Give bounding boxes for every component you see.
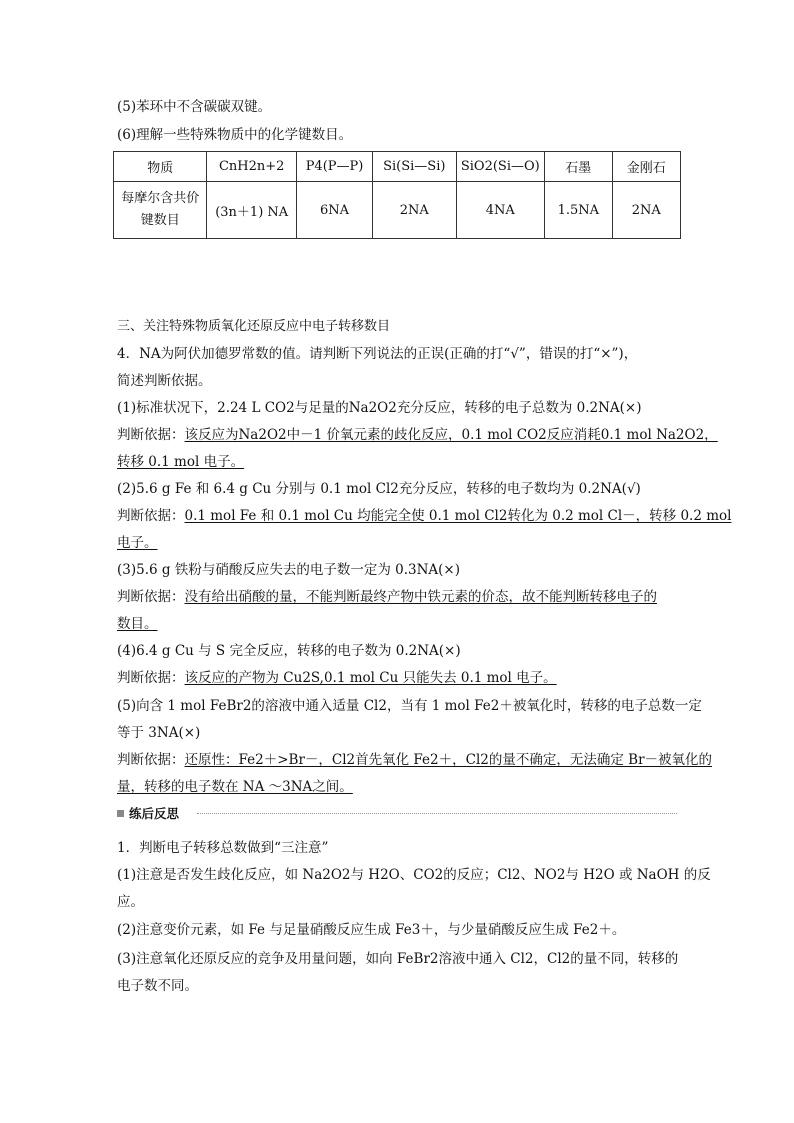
basis-1-cont: 转移 0.1 mol 电子。	[117, 454, 245, 470]
item-benzene: (5)苯环中不含碳碳双键。	[117, 99, 272, 115]
table-header: SiO2(Si—O)	[456, 152, 545, 182]
basis-text: 没有给出硝酸的量，不能判断最终产物中铁元素的价态，故不能判断转移电子的	[184, 589, 657, 605]
basis-4	[117, 666, 557, 686]
table-cell: 1.5NA	[545, 182, 612, 239]
table-header: CnH2n+2	[207, 152, 297, 182]
question-4-line1: 4．NA为阿伏加德罗常数的值。请判断下列说法的正误(正确的打“√”，错误的打“×”)，	[117, 346, 638, 362]
reflection-point-3: (2)注意变价元素，如 Fe 与足量硝酸反应生成 Fe3＋，与少量硝酸反应生成 Fe2＋。	[117, 922, 626, 938]
section-title: 三、关注特殊物质氧化还原反应中电子转移数目	[117, 319, 391, 334]
question-4-line2: 简述判断依据。	[117, 373, 212, 389]
basis-3	[117, 585, 657, 605]
table-cell: 2NA	[373, 182, 457, 239]
reflection-point-1: 1．判断电子转移总数做到“三注意”	[117, 840, 329, 856]
basis-label: 判断依据：	[117, 589, 185, 605]
reflection-point-4: (3)注意氧化还原反应的竞争及用量问题，如向 FeBr2溶液中通入 Cl2，Cl2的量不同，转移的	[117, 951, 679, 967]
reflection-point-2: (1)注意是否发生歧化反应，如 Na2O2与 H2O、CO2的反应；Cl2、NO2与 H2O 或 NaOH 的反	[117, 867, 711, 883]
table-header: 金刚石	[612, 152, 681, 182]
bond-count-table	[113, 151, 681, 239]
statement-5: (5)向含 1 mol FeBr2的溶液中通入适量 Cl2，当有 1 mol Fe2＋被氧化时，转移的电子总数一定	[117, 698, 702, 714]
reflection-point-4-cont: 电子数不同。	[117, 978, 198, 994]
basis-3-cont: 数目。	[117, 616, 158, 632]
table-cell: 2NA	[612, 182, 681, 239]
basis-text: 还原性：Fe2＋>Br－，Cl2首先氧化 Fe2＋，Cl2的量不确定，无法确定 Br－被氧化的	[184, 752, 713, 768]
table-row-label: 每摩尔含共价键数目	[114, 182, 207, 239]
table-header: Si(Si—Si)	[373, 152, 457, 182]
statement-4: (4)6.4 g Cu 与 S 完全反应，转移的电子数为 0.2NA(×)	[117, 643, 461, 659]
basis-label: 判断依据：	[117, 427, 185, 443]
basis-label: 判断依据：	[117, 670, 185, 686]
reflection-point-2-cont: 应。	[117, 894, 144, 910]
statement-3: (3)5.6 g 铁粉与硝酸反应失去的电子数一定为 0.3NA(×)	[117, 562, 460, 578]
item-bond-count: (6)理解一些特殊物质中的化学键数目。	[117, 127, 353, 143]
basis-5	[117, 748, 712, 768]
basis-label: 判断依据：	[117, 508, 185, 524]
table-header: 物质	[114, 152, 207, 182]
basis-text: 0.1 mol Fe 和 0.1 mol Cu 均能完全使 0.1 mol Cl2转化为 0.2 mol Cl－，转移 0.2 mol	[184, 508, 732, 524]
basis-text: 该反应的产物为 Cu2S,0.1 mol Cu 只能失去 0.1 mol 电子。	[184, 670, 557, 686]
table-cell: (3n＋1) NA	[207, 182, 297, 239]
basis-1	[117, 423, 718, 443]
divider	[197, 813, 677, 814]
basis-2	[117, 504, 731, 524]
square-bullet-icon	[117, 810, 124, 817]
reflection-title: 练后反思	[129, 806, 180, 821]
table-header: P4(P—P)	[297, 152, 373, 182]
reflection-header	[117, 804, 677, 824]
basis-5-cont: 量，转移的电子数在 NA ～3NA之间。	[117, 779, 353, 795]
table-cell: 4NA	[456, 182, 545, 239]
statement-5-cont: 等于 3NA(×)	[117, 725, 201, 741]
basis-2-cont: 电子。	[117, 535, 158, 551]
basis-text: 该反应为Na2O2中－1 价氧元素的歧化反应，0.1 mol CO2反应消耗0.1 mol Na2O2，	[184, 427, 718, 443]
table-cell: 6NA	[297, 182, 373, 239]
table-header: 石墨	[545, 152, 612, 182]
basis-label: 判断依据：	[117, 752, 185, 768]
statement-1: (1)标准状况下，2.24 L CO2与足量的Na2O2充分反应，转移的电子总数为 0.2NA(×)	[117, 400, 642, 416]
statement-2: (2)5.6 g Fe 和 6.4 g Cu 分别与 0.1 mol Cl2充分反应，转移的电子数均为 0.2NA(√)	[117, 481, 641, 497]
